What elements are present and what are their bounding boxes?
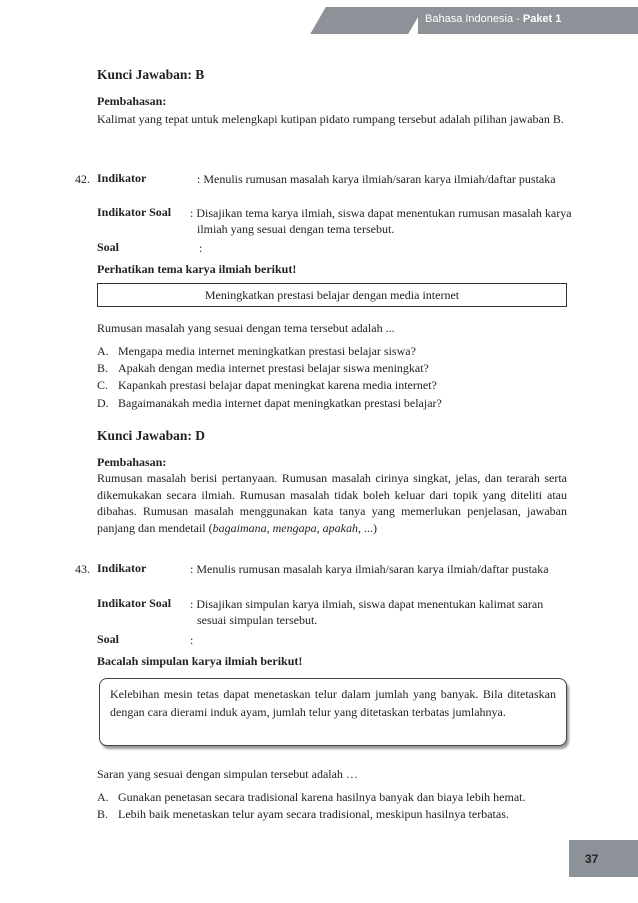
q42-question: Rumusan masalah yang sesuai dengan tema tersebut adalah ...	[97, 321, 395, 335]
q43-option-a: A. Gunakan penetasan secara tradisional karena hasilnya banyak dan biaya lebih hemat.	[97, 790, 526, 804]
q42-pembahasan-label: Pembahasan:	[97, 455, 167, 469]
q41-pembahasan-label: Pembahasan:	[97, 94, 167, 108]
q42-pembahasan-text: Rumusan masalah berisi pertanyaan. Rumusan masalah cirinya singkat, jelas, dan terarah serta dikemukakan secara ilmiah. Rumusan masalah tidak boleh keluar dari topik yang diteliti atau dibahas. Rumusan masalah menggunakan kata tanya yang memerlukan penjelasan, jawaban panjang dan mendetail (bagaimana, mengapa, apakah, ...)	[97, 471, 567, 535]
q41-pembahasan-text: Kalimat yang tepat untuk melengkapi kutipan pidato rumpang tersebut adalah pilihan jawaban B.	[97, 112, 564, 126]
q42-answer-key: Kunci Jawaban: D	[97, 428, 206, 443]
q43-indikator-value: : Menulis rumusan masalah karya ilmiah/saran karya ilmiah/daftar pustaka	[190, 562, 549, 576]
q43-number: 43.	[75, 562, 90, 576]
q43-instruction: Bacalah simpulan karya ilmiah berikut!	[97, 654, 303, 668]
q42-theme-text: Meningkatkan prestasi belajar dengan media internet	[204, 288, 460, 302]
q42-indikator-soal-label: Indikator Soal	[97, 205, 172, 219]
header-title: Bahasa Indonesia - Paket 1	[425, 13, 562, 25]
q42-instruction: Perhatikan tema karya ilmiah berikut!	[97, 262, 297, 276]
q42-number: 42.	[75, 172, 90, 186]
q42-indikator-label: Indikator	[97, 171, 147, 185]
q42-soal-label: Soal	[97, 240, 120, 254]
q41-answer-key: Kunci Jawaban: B	[97, 67, 205, 82]
q43-indikator-label: Indikator	[97, 561, 147, 575]
q42-option-c: C. Kapankah prestasi belajar dapat meningkat karena media internet?	[97, 378, 437, 392]
q43-option-b: B. Lebih baik menetaskan telur ayam secara tradisional, meskipun hasilnya terbatas.	[97, 807, 509, 821]
q42-option-b: B. Apakah dengan media internet prestasi belajar siswa meningkat?	[97, 361, 429, 375]
page-number-box	[569, 840, 638, 877]
q42-option-a: A. Mengapa media internet meningkatkan prestasi belajar siswa?	[97, 344, 416, 358]
q43-indikator-soal-label: Indikator Soal	[97, 596, 172, 610]
q43-conclusion-box: Kelebihan mesin tetas dapat menetaskan telur dalam jumlah yang banyak. Bila ditetaskan dengan cara dierami induk ayam, jumlah telur yang ditetaskan terbatas jumlahnya.	[99, 678, 567, 746]
page-number: 37	[585, 852, 599, 866]
q42-indikator-value: : Menulis rumusan masalah karya ilmiah/saran karya ilmiah/daftar pustaka	[197, 172, 556, 186]
q43-indikator-soal-value: : Disajikan simpulan karya ilmiah, siswa dapat menentukan kalimat saran sesuai simpulan tersebut.	[190, 597, 544, 627]
q42-option-d: D. Bagaimanakah media internet dapat meningkatkan prestasi belajar?	[97, 396, 442, 410]
q43-question: Saran yang sesuai dengan simpulan tersebut adalah …	[97, 767, 358, 781]
q42-theme-box	[97, 283, 567, 307]
q42-soal-colon: :	[199, 241, 203, 255]
q43-soal-label: Soal	[97, 632, 120, 646]
q42-indikator-soal-value: : Disajikan tema karya ilmiah, siswa dapat menentukan rumusan masalah karya ilmiah yang sesuai dengan tema tersebut.	[190, 206, 572, 236]
q43-soal-colon: :	[190, 633, 194, 647]
